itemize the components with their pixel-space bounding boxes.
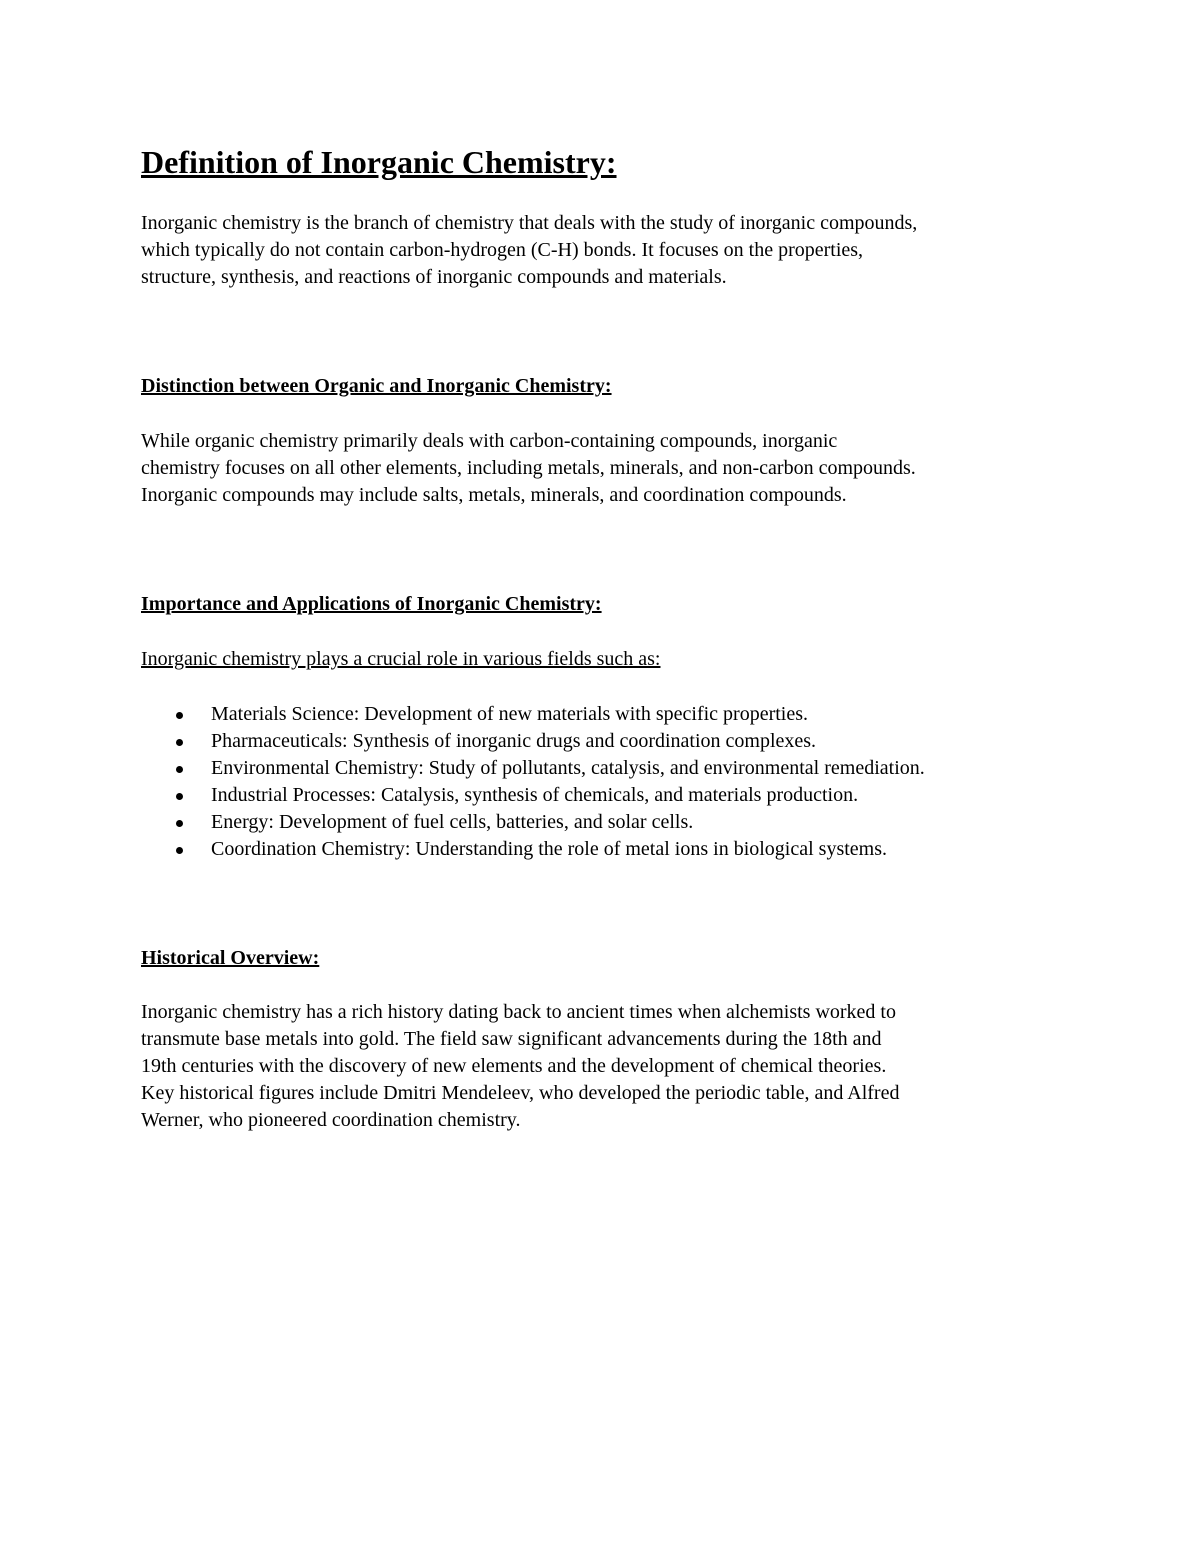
- history-paragraph: [141, 999, 1066, 1134]
- bullet-icon: [176, 820, 183, 827]
- list-item: [141, 701, 925, 728]
- list-item-text: Pharmaceuticals: Synthesis of inorganic drugs and coordination complexes.: [211, 730, 817, 752]
- importance-heading: Importance and Applications of Inorganic Chemistry:: [141, 593, 602, 615]
- history-heading: Historical Overview:: [141, 947, 320, 969]
- distinction-heading: Distinction between Organic and Inorganic Chemistry:: [141, 375, 612, 397]
- list-item-text: Energy: Development of fuel cells, batteries, and solar cells.: [211, 811, 694, 833]
- definition-line: Inorganic chemistry is the branch of chemistry that deals with the study of inorganic compounds,: [141, 212, 918, 234]
- list-item: [141, 836, 925, 863]
- definition-line: structure, synthesis, and reactions of inorganic compounds and materials.: [141, 266, 727, 288]
- list-item-text: Environmental Chemistry: Study of pollutants, catalysis, and environmental remediation.: [211, 757, 925, 779]
- bullet-icon: [176, 712, 183, 719]
- bullet-icon: [176, 793, 183, 800]
- list-item: [141, 782, 925, 809]
- definition-paragraph: [141, 210, 1066, 291]
- bullet-icon: [176, 847, 183, 854]
- distinction-line: chemistry focuses on all other elements, including metals, minerals, and non-carbon compounds.: [141, 457, 916, 479]
- history-line: Inorganic chemistry has a rich history dating back to ancient times when alchemists worked to: [141, 1001, 896, 1023]
- list-item: [141, 755, 925, 782]
- distinction-line: While organic chemistry primarily deals with carbon-containing compounds, inorganic: [141, 430, 838, 452]
- definition-line: which typically do not contain carbon-hydrogen (C-H) bonds. It focuses on the properties,: [141, 239, 864, 261]
- list-item-text: Coordination Chemistry: Understanding the role of metal ions in biological systems.: [211, 838, 888, 860]
- history-line: 19th centuries with the discovery of new elements and the development of chemical theories.: [141, 1055, 887, 1077]
- bullet-icon: [176, 766, 183, 773]
- bullet-icon: [176, 739, 183, 746]
- list-item-text: Materials Science: Development of new materials with specific properties.: [211, 703, 809, 725]
- page-title: Definition of Inorganic Chemistry:: [141, 144, 617, 180]
- distinction-line: Inorganic compounds may include salts, metals, minerals, and coordination compounds.: [141, 484, 847, 506]
- history-line: Werner, who pioneered coordination chemistry.: [141, 1109, 521, 1131]
- list-item: [141, 728, 925, 755]
- distinction-paragraph: [141, 428, 1066, 509]
- applications-list: [141, 701, 925, 863]
- history-line: Key historical figures include Dmitri Mendeleev, who developed the periodic table, and Alfred: [141, 1082, 900, 1104]
- importance-intro: [141, 646, 1066, 673]
- list-item: [141, 809, 925, 836]
- list-item-text: Industrial Processes: Catalysis, synthesis of chemicals, and materials production.: [211, 784, 859, 806]
- history-line: transmute base metals into gold. The field saw significant advancements during the 18th and: [141, 1028, 882, 1050]
- importance-intro-text: Inorganic chemistry plays a crucial role in various fields such as:: [141, 648, 661, 670]
